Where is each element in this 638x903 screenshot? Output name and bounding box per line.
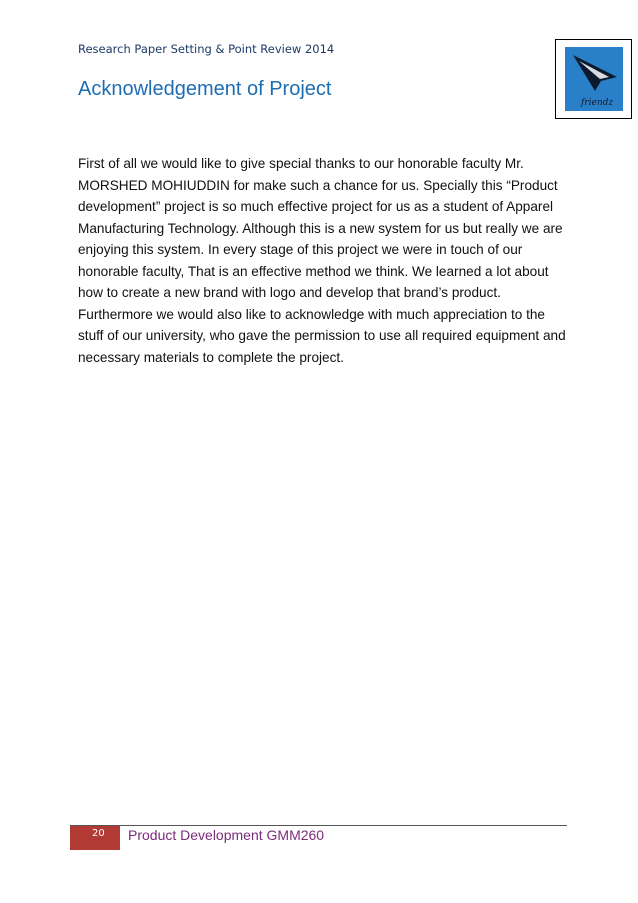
running-header: Research Paper Setting & Point Review 2014 [78,42,335,56]
acknowledgement-paragraph: First of all we would like to give special thanks to our honorable faculty Mr. MORSHED MOHIUDDIN for make such a chance for us. Specially this “Product development” project is so much effective project for us as a student of Apparel Manufacturing Technology. Although this is a new system for us but really we are enjoying this system. In every stage of this project we were in touch of our honorable faculty, That is an effective method we think. We learned a lot about how to create a new brand with logo and develop that brand’s product. Furthermore we would also like to acknowledge with much appreciation to the stuff of our university, who gave the permission to use all required equipment and necessary materials to complete the project. [78,156,566,365]
footer-label: Product Development GMM260 [128,827,325,843]
logo-wordmark: friendz [581,98,614,108]
footer-divider [70,825,567,826]
logo-frame [555,39,632,119]
page-title: Acknowledgement of Project [78,78,332,100]
page-number: 20 [92,828,105,839]
brand-logo [565,47,623,111]
